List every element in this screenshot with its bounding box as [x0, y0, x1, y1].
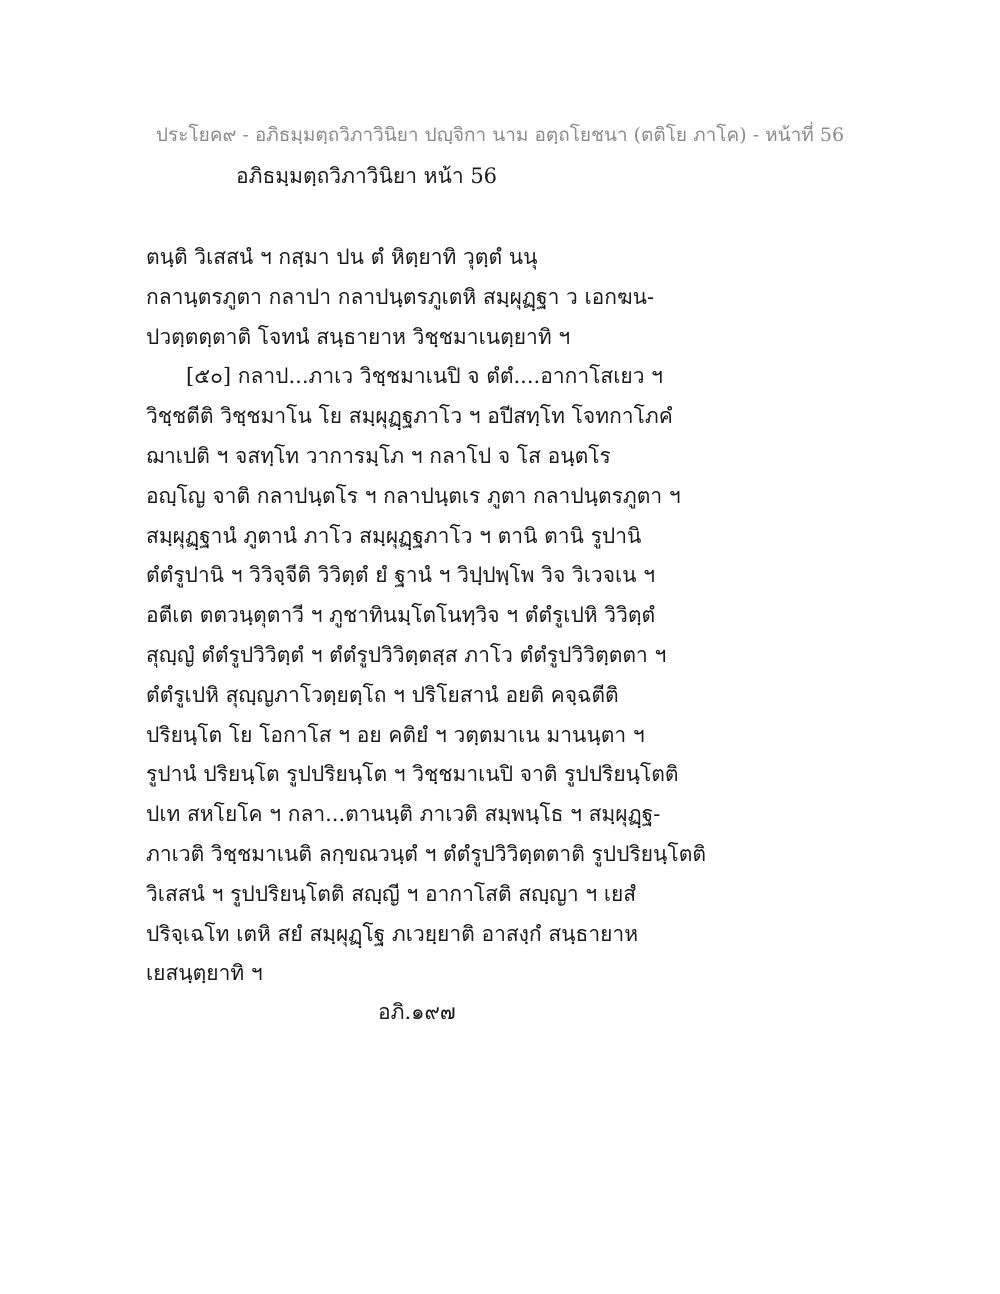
page-heading: อภิธมฺมตฺถวิภาวินิยา หน้า 56	[236, 164, 498, 188]
running-header: ประโยค๙ - อภิธมฺมตฺถวิภาวินิยา ปญฺจิกา นาม อตฺถโยชนา (ตติโย ภาโค) - หน้าที่ 56	[155, 124, 845, 146]
text-line: ปริยนฺโต โย โอกาโส ฯ อย คติยํ ฯ วตฺตมาเน มานนฺตา ฯ	[146, 722, 645, 747]
text-line: ปริจฺเฉโท เตหิ สยํ สมฺผุฏฺโฐ ภเวยฺยาติ อาสงฺกํ สนฺธายาห	[146, 921, 639, 946]
body-text	[146, 238, 906, 994]
page-marker: อภิ.๑๙๗	[378, 1000, 456, 1024]
text-line: วิเสสนํ ฯ รูปปริยนฺโตติ สญฺญี ฯ อากาโสติ สญฺญา ฯ เยสํ	[146, 881, 637, 906]
text-line: ตํตํรูปานิ ฯ วิวิจฺจีติ วิวิตฺตํ ยํ ฐานํ ฯ วิปฺปพฺโพ วิจ วิเวจเน ฯ	[146, 563, 656, 588]
text-line: สุญฺญํ ตํตํรูปวิวิตฺตํ ฯ ตํตํรูปวิวิตฺตสฺส ภาโว ตํตํรูปวิวิตฺตตา ฯ	[146, 642, 667, 667]
text-line: ตนฺติ วิเสสนํ ฯ กสฺมา ปน ตํ หิตฺยาทิ วุตฺตํ นนุ	[146, 245, 538, 269]
text-line: ปเท สหโยโค ฯ กลา...ตานนฺติ ภาเวติ สมฺพนฺโธ ฯ สมฺผุฏฺฐ-	[146, 802, 661, 827]
text-line: ฌาเปติ ฯ จสทฺโท วาการมฺโภ ฯ กลาโป จ โส อนฺตโร	[146, 443, 611, 468]
text-line: อญฺโญ จาติ กลาปนฺตโร ฯ กลาปนฺตเร ภูตา กลาปนฺตรภูตา ฯ	[146, 483, 681, 508]
text-line: อตีเต ตตวนฺตุตาวี ฯ ภูชาทินมฺโตโนทฺวิจ ฯ ตํตํรูเปหิ วิวิตฺตํ	[146, 603, 656, 628]
text-line: ภาเวติ วิชฺชมาเนติ ลกฺขณวนฺตํ ฯ ตํตํรูปวิวิตฺตตาติ รูปปริยนฺโตติ	[146, 841, 706, 866]
text-line: กลานฺตรภูตา กลาปา กลาปนฺตรภูเตหิ สมฺผุฏฺฐา ว เอกฆน-	[146, 284, 655, 309]
text-line: สมฺผุฏฺฐานํ ภูตานํ ภาโว สมฺผุฏฺฐภาโว ฯ ตานิ ตานิ รูปานิ	[146, 523, 642, 548]
text-line: รูปานํ ปริยนฺโต รูปปริยนฺโต ฯ วิชฺชมาเนปิ จาติ รูปปริยนฺโตติ	[146, 762, 679, 787]
text-line: เยสนฺตฺยาทิ ฯ	[146, 961, 263, 986]
text-line: ตํตํรูเปหิ สุญฺญภาโวตฺยตฺโถ ฯ ปริโยสานํ อยติ คจฺฉตีติ	[146, 682, 619, 707]
paragraph-start-line: [๕๐] กลาป...ภาเว วิชฺชมาเนปิ จ ตํตํ....อากาโสเยว ฯ	[186, 364, 663, 389]
text-line: ปวตฺตตฺตาติ โจทนํ สนฺธายาห วิชฺชมาเนตฺยาทิ ฯ	[146, 324, 571, 349]
text-line: วิชฺชตีติ วิชฺชมาโน โย สมฺผุฏฺฐภาโว ฯ อปีสทฺโท โจทกาโภคํ	[146, 404, 673, 429]
